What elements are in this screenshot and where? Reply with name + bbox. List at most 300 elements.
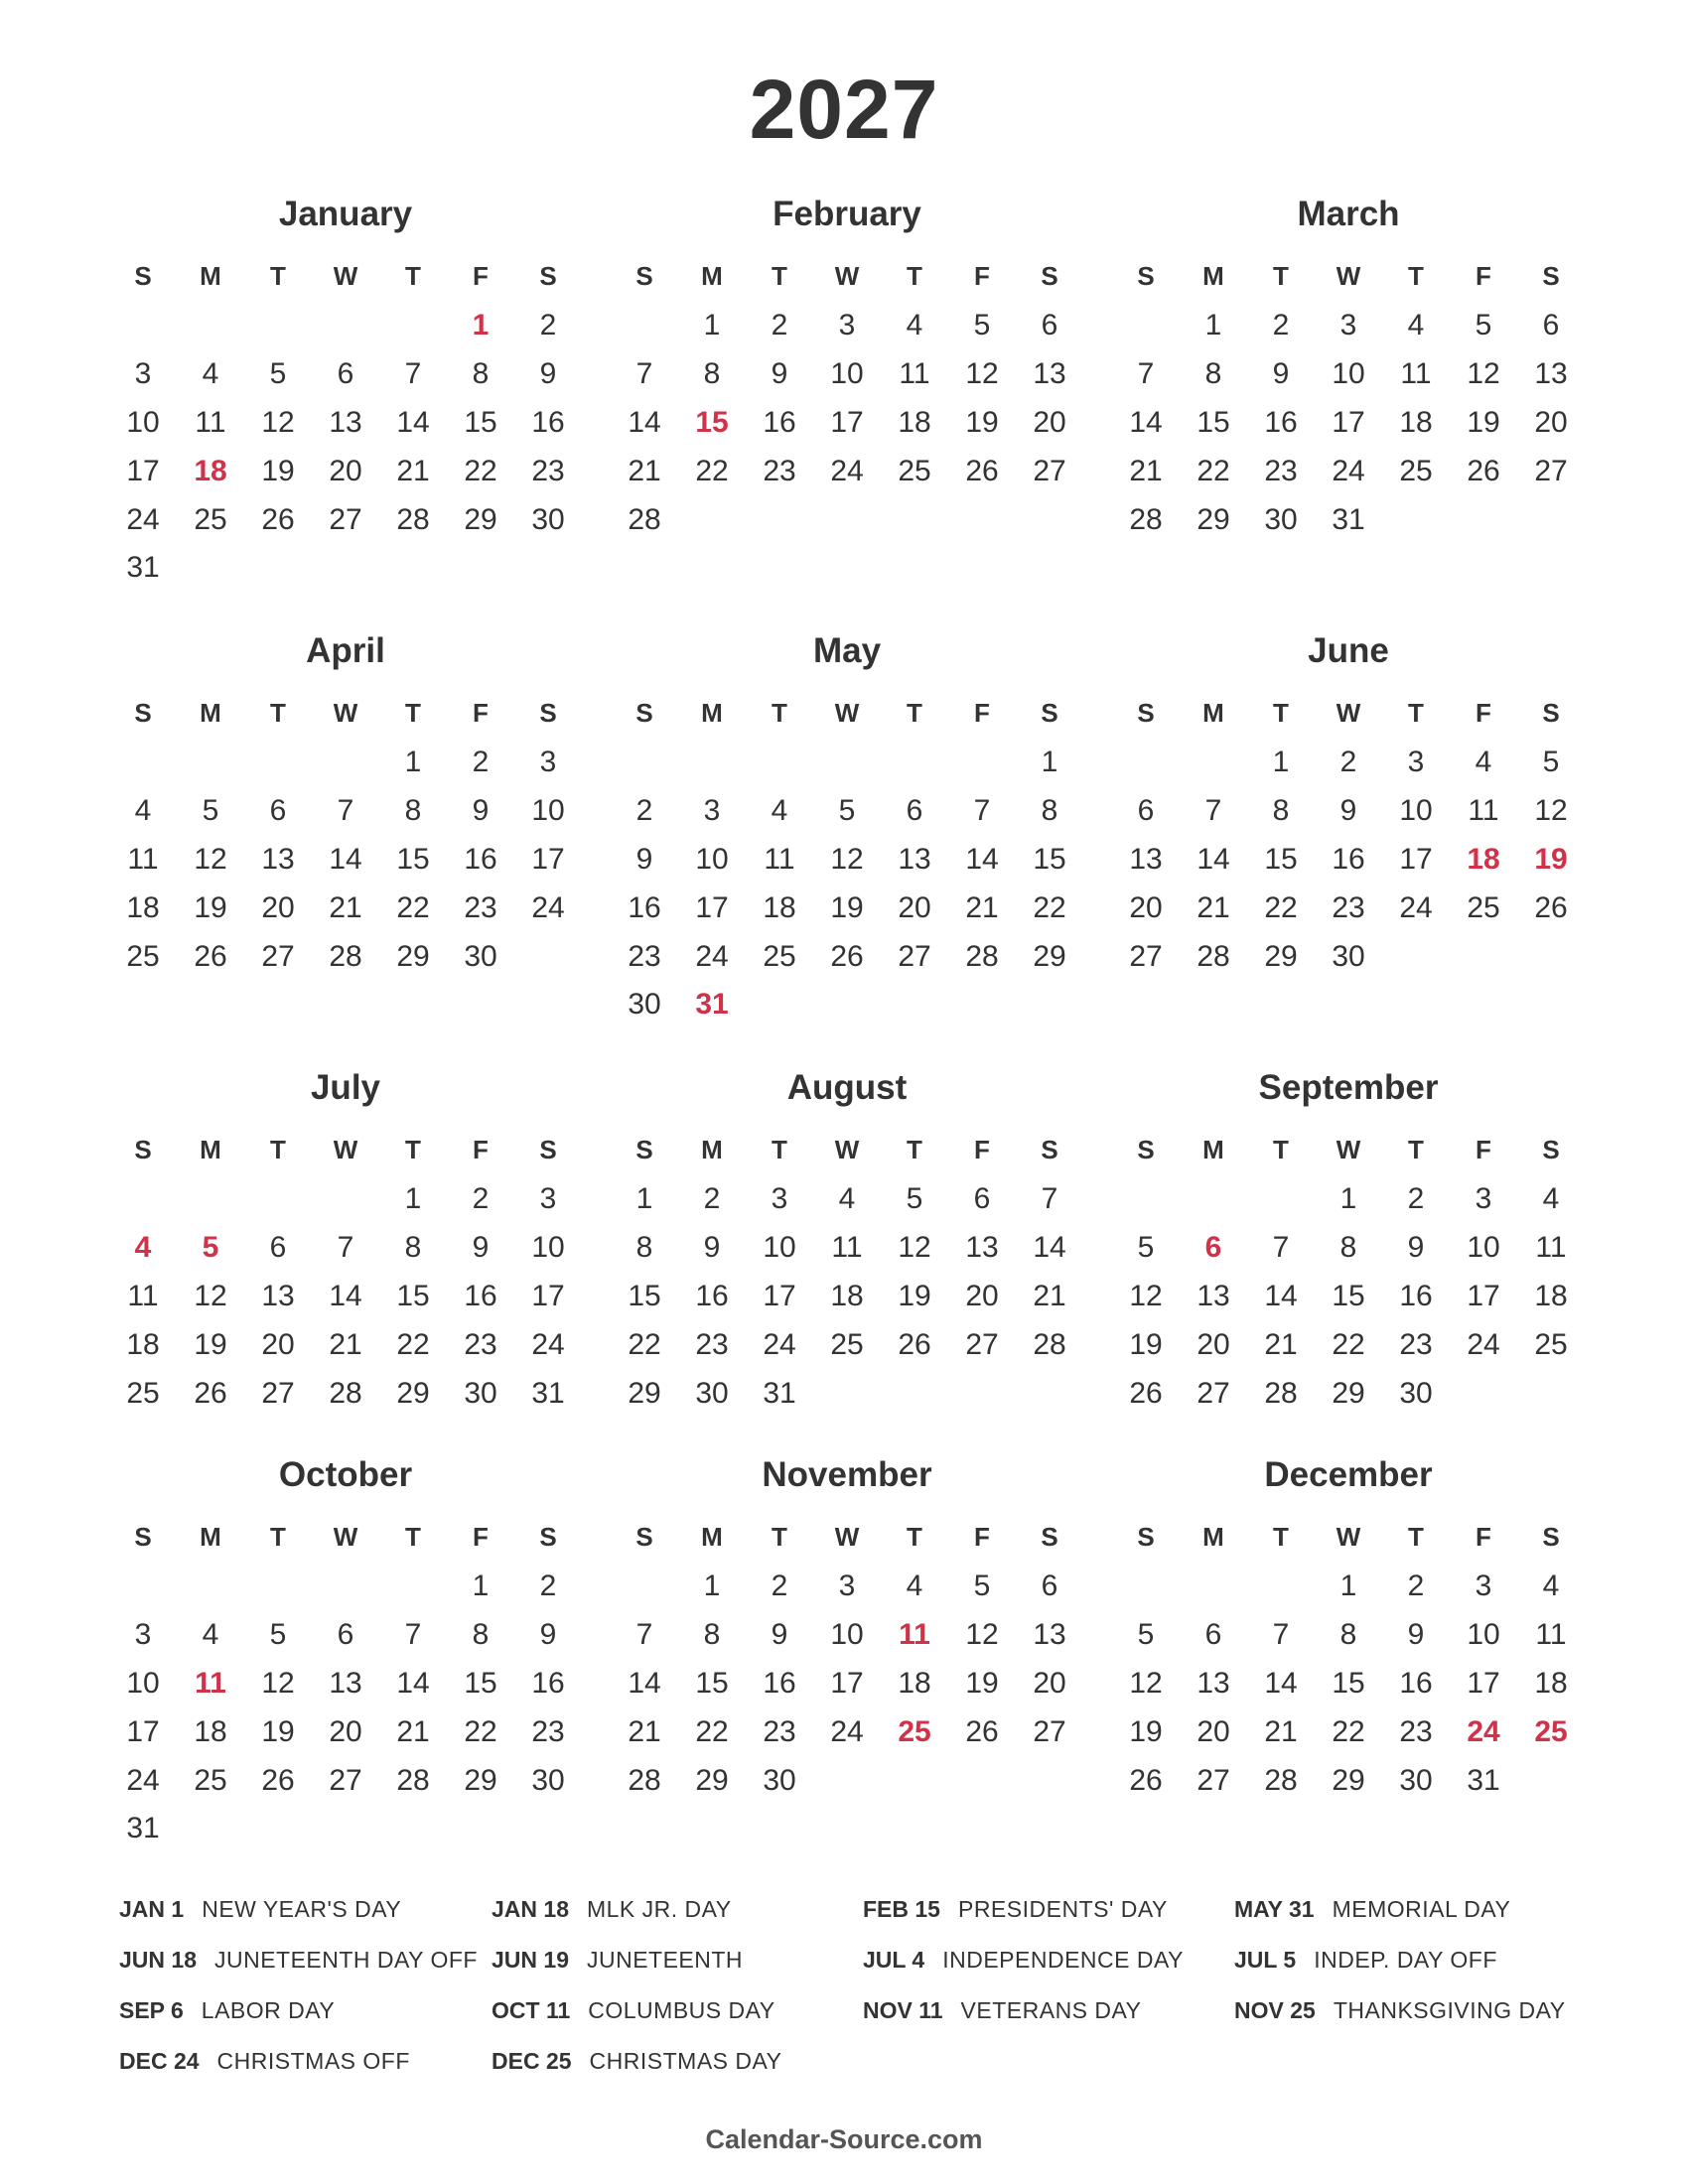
week-row <box>1112 447 1585 495</box>
day-cell: 5 <box>906 1182 923 1216</box>
week-row <box>611 1660 1083 1708</box>
day-cell: 12 <box>965 357 999 391</box>
day-cell: 22 <box>1196 454 1230 487</box>
day-cell: 5 <box>838 794 856 828</box>
day-cell: 12 <box>261 1666 295 1700</box>
day-cell: 18 <box>126 1327 160 1361</box>
day-cell: 11 <box>127 1279 159 1312</box>
day-cell: 30 <box>531 1763 565 1797</box>
day-cell: 23 <box>1399 1714 1433 1748</box>
day-cell: 6 <box>1041 309 1058 342</box>
week-row <box>109 836 582 885</box>
day-cell: 14 <box>1264 1279 1298 1312</box>
legend-date: NOV 25 <box>1234 1997 1316 2023</box>
day-cell: 4 <box>1475 746 1492 779</box>
day-cell: 24 <box>1332 454 1365 487</box>
month-title: November <box>762 1455 932 1494</box>
day-cell: 14 <box>1264 1666 1298 1700</box>
legend-item <box>863 1896 1234 1923</box>
day-cell: 10 <box>830 1618 864 1652</box>
day-cell: 15 <box>628 1279 661 1312</box>
day-cell: 17 <box>1467 1666 1500 1700</box>
legend-holiday-name: INDEPENDENCE DAY <box>942 1947 1184 1973</box>
day-cell: 25 <box>898 454 931 487</box>
day-cell: 20 <box>1033 405 1066 439</box>
day-cell: 27 <box>1033 454 1066 487</box>
day-cell: 22 <box>1033 890 1066 924</box>
week-row <box>109 1369 582 1418</box>
holiday-day-cell: 19 <box>1534 842 1568 876</box>
day-cell: 9 <box>703 1231 721 1265</box>
day-cell: 12 <box>1467 357 1500 391</box>
day-cell: 6 <box>906 794 923 828</box>
week-row <box>1112 495 1585 544</box>
legend-date: JAN 1 <box>119 1896 185 1922</box>
week-row <box>109 1756 582 1805</box>
day-cell: 5 <box>1475 309 1492 342</box>
weekday-header: S <box>539 260 557 291</box>
day-cell: 26 <box>1534 890 1568 924</box>
day-cell: 25 <box>194 502 227 536</box>
day-cell: 23 <box>1332 890 1365 924</box>
weekday-header: T <box>772 1134 787 1164</box>
day-cell: 17 <box>830 405 864 439</box>
weekday-header-row <box>109 250 582 302</box>
day-cell: 1 <box>703 1570 721 1603</box>
weekday-header: W <box>1336 1134 1361 1164</box>
day-cell: 23 <box>763 1714 796 1748</box>
day-cell: 10 <box>531 1231 565 1265</box>
week-row <box>109 350 582 399</box>
weekday-header: S <box>134 1521 152 1552</box>
day-cell: 5 <box>1542 746 1560 779</box>
weekday-header: M <box>701 1134 723 1164</box>
day-cell: 10 <box>1399 794 1433 828</box>
weekday-header-row <box>109 687 582 739</box>
day-cell: 10 <box>695 842 729 876</box>
day-cell: 20 <box>1129 890 1163 924</box>
weekday-header: M <box>701 1521 723 1552</box>
day-cell: 8 <box>1272 794 1290 828</box>
day-cell: 27 <box>1534 454 1568 487</box>
weekday-header: S <box>1041 1134 1058 1164</box>
day-cell: 13 <box>1033 357 1066 391</box>
month-may <box>611 625 1083 1029</box>
day-cell: 14 <box>329 1279 362 1312</box>
day-cell: 15 <box>396 1279 430 1312</box>
weekday-header-row <box>109 1511 582 1563</box>
week-row <box>611 1175 1083 1224</box>
weekday-header: F <box>473 260 489 291</box>
weekday-header: S <box>134 260 152 291</box>
day-cell: 8 <box>1204 357 1222 391</box>
day-cell: 26 <box>194 939 227 973</box>
day-cell: 31 <box>531 1376 565 1410</box>
day-cell: 1 <box>472 1570 490 1603</box>
day-cell: 23 <box>464 890 497 924</box>
day-cell: 15 <box>695 1666 729 1700</box>
week-row <box>109 1805 582 1853</box>
day-cell: 19 <box>194 1327 227 1361</box>
day-cell: 1 <box>404 746 422 779</box>
day-cell: 1 <box>1339 1570 1357 1603</box>
week-row <box>1112 1320 1585 1369</box>
day-cell: 7 <box>635 1618 653 1652</box>
week-row <box>611 447 1083 495</box>
day-cell: 20 <box>965 1279 999 1312</box>
weekday-header: S <box>539 697 557 728</box>
day-cell: 11 <box>1535 1231 1567 1265</box>
day-cell: 14 <box>1196 842 1230 876</box>
weekday-header: F <box>473 1521 489 1552</box>
day-cell: 29 <box>464 1763 497 1797</box>
day-cell: 21 <box>329 890 362 924</box>
month-april <box>109 625 582 981</box>
weekday-header: T <box>772 697 787 728</box>
day-cell: 27 <box>1196 1763 1230 1797</box>
day-cell: 23 <box>1399 1327 1433 1361</box>
day-cell: 19 <box>194 890 227 924</box>
day-cell: 6 <box>1137 794 1155 828</box>
day-cell: 14 <box>329 842 362 876</box>
legend-item <box>119 1896 492 1923</box>
day-cell: 21 <box>396 1714 430 1748</box>
day-cell: 11 <box>899 357 930 391</box>
day-cell: 21 <box>1196 890 1230 924</box>
weekday-header: S <box>539 1134 557 1164</box>
day-cell: 25 <box>1399 454 1433 487</box>
holiday-day-cell: 11 <box>195 1666 226 1700</box>
day-cell: 31 <box>1332 502 1365 536</box>
weekday-header: S <box>1542 1134 1560 1164</box>
weekday-header-row <box>1112 687 1585 739</box>
day-cell: 28 <box>965 939 999 973</box>
day-cell: 9 <box>1407 1231 1425 1265</box>
day-cell: 29 <box>396 939 430 973</box>
day-cell: 5 <box>973 309 991 342</box>
day-cell: 29 <box>1332 1763 1365 1797</box>
legend-holiday-name: VETERANS DAY <box>960 1997 1142 2023</box>
day-cell: 4 <box>1407 309 1425 342</box>
day-cell: 8 <box>404 1231 422 1265</box>
holiday-legend <box>119 1896 1589 2075</box>
day-cell: 8 <box>404 794 422 828</box>
day-cell: 12 <box>261 405 295 439</box>
day-cell: 21 <box>1129 454 1163 487</box>
day-cell: 24 <box>763 1327 796 1361</box>
day-cell: 1 <box>404 1182 422 1216</box>
day-cell: 27 <box>898 939 931 973</box>
weekday-header: M <box>200 697 221 728</box>
weekday-header: W <box>333 1521 358 1552</box>
holiday-day-cell: 31 <box>695 988 729 1022</box>
day-cell: 16 <box>628 890 661 924</box>
day-cell: 21 <box>1033 1279 1066 1312</box>
weekday-header: S <box>1041 260 1058 291</box>
month-december <box>1112 1449 1585 1805</box>
day-cell: 2 <box>1272 309 1290 342</box>
day-cell: 20 <box>1033 1666 1066 1700</box>
week-row <box>611 399 1083 448</box>
weekday-header: W <box>834 697 860 728</box>
legend-holiday-name: JUNETEENTH <box>586 1947 744 1973</box>
weekday-header: F <box>1476 697 1491 728</box>
weekday-header-row <box>1112 250 1585 302</box>
day-cell: 6 <box>269 794 287 828</box>
day-cell: 11 <box>1535 1618 1567 1652</box>
month-title: June <box>1308 631 1389 670</box>
day-cell: 5 <box>973 1570 991 1603</box>
month-title: December <box>1264 1455 1433 1494</box>
day-cell: 20 <box>261 1327 295 1361</box>
day-cell: 14 <box>965 842 999 876</box>
day-cell: 2 <box>771 309 788 342</box>
day-cell: 18 <box>1399 405 1433 439</box>
weekday-header-row <box>611 1124 1083 1175</box>
day-cell: 13 <box>329 1666 362 1700</box>
week-row <box>109 399 582 448</box>
legend-date: DEC 24 <box>119 2048 200 2074</box>
day-cell: 20 <box>1196 1714 1230 1748</box>
day-cell: 25 <box>1534 1327 1568 1361</box>
footer-brand: Calendar-Source.com <box>705 2124 983 2154</box>
day-cell: 20 <box>1196 1327 1230 1361</box>
day-cell: 10 <box>1467 1618 1500 1652</box>
day-cell: 7 <box>1272 1618 1290 1652</box>
weekday-header: S <box>1137 260 1155 291</box>
day-cell: 9 <box>1339 794 1357 828</box>
day-cell: 22 <box>695 1714 729 1748</box>
day-cell: 11 <box>127 842 159 876</box>
weekday-header: F <box>974 1134 990 1164</box>
day-cell: 18 <box>898 405 931 439</box>
day-cell: 13 <box>965 1231 999 1265</box>
weekday-header: M <box>200 1521 221 1552</box>
day-cell: 10 <box>126 1666 160 1700</box>
day-cell: 5 <box>1137 1231 1155 1265</box>
day-cell: 22 <box>464 1714 497 1748</box>
week-row <box>109 932 582 981</box>
week-row <box>611 495 1083 544</box>
month-title: August <box>786 1068 908 1107</box>
day-cell: 30 <box>464 1376 497 1410</box>
day-cell: 17 <box>695 890 729 924</box>
week-row <box>1112 350 1585 399</box>
day-cell: 8 <box>472 1618 490 1652</box>
weekday-header: T <box>270 260 286 291</box>
day-cell: 13 <box>1129 842 1163 876</box>
weekday-header: T <box>270 1134 286 1164</box>
week-row <box>1112 836 1585 885</box>
day-cell: 25 <box>763 939 796 973</box>
day-cell: 28 <box>1129 502 1163 536</box>
week-row <box>611 1273 1083 1321</box>
day-cell: 4 <box>906 1570 923 1603</box>
day-cell: 13 <box>1534 357 1568 391</box>
week-row <box>109 884 582 932</box>
day-cell: 15 <box>396 842 430 876</box>
week-row <box>109 1611 582 1660</box>
month-september <box>1112 1062 1585 1418</box>
week-row <box>1112 1707 1585 1756</box>
day-cell: 9 <box>472 794 490 828</box>
day-cell: 26 <box>965 454 999 487</box>
day-cell: 9 <box>539 1618 557 1652</box>
weekday-header: T <box>1273 1521 1289 1552</box>
page-title: 2027 <box>749 63 939 156</box>
day-cell: 28 <box>329 1376 362 1410</box>
day-cell: 12 <box>898 1231 931 1265</box>
day-cell: 14 <box>628 1666 661 1700</box>
week-row <box>109 1707 582 1756</box>
day-cell: 6 <box>337 1618 354 1652</box>
day-cell: 25 <box>1467 890 1500 924</box>
weekday-header: T <box>1273 697 1289 728</box>
legend-date: JUL 4 <box>863 1947 925 1973</box>
day-cell: 28 <box>1264 1763 1298 1797</box>
day-cell: 26 <box>898 1327 931 1361</box>
weekday-header: T <box>1408 260 1424 291</box>
day-cell: 6 <box>337 357 354 391</box>
day-cell: 19 <box>1467 405 1500 439</box>
weekday-header: T <box>907 260 922 291</box>
day-cell: 27 <box>1033 1714 1066 1748</box>
month-march <box>1112 189 1585 544</box>
week-row <box>109 1660 582 1708</box>
weekday-header: W <box>834 260 860 291</box>
day-cell: 13 <box>261 842 295 876</box>
week-row <box>1112 1660 1585 1708</box>
day-cell: 22 <box>396 890 430 924</box>
day-cell: 28 <box>329 939 362 973</box>
day-cell: 24 <box>126 1763 160 1797</box>
weekday-header-row <box>611 1511 1083 1563</box>
weekday-header: F <box>473 697 489 728</box>
day-cell: 9 <box>1407 1618 1425 1652</box>
weekday-header: S <box>1041 697 1058 728</box>
weekday-header: T <box>405 1134 421 1164</box>
day-cell: 17 <box>126 454 160 487</box>
day-cell: 29 <box>1264 939 1298 973</box>
weekday-header: S <box>1041 1521 1058 1552</box>
holiday-day-cell: 15 <box>695 405 729 439</box>
week-row <box>109 544 582 593</box>
holiday-day-cell: 1 <box>472 309 490 342</box>
week-row <box>611 1320 1083 1369</box>
legend-holiday-name: MLK JR. DAY <box>586 1896 732 1922</box>
weekday-header: M <box>200 260 221 291</box>
weekday-header: T <box>270 697 286 728</box>
holiday-day-cell: 11 <box>899 1618 930 1652</box>
legend-holiday-name: JUNETEENTH DAY OFF <box>213 1947 478 1973</box>
day-cell: 15 <box>1196 405 1230 439</box>
day-cell: 4 <box>838 1182 856 1216</box>
weekday-header: T <box>1273 260 1289 291</box>
weekday-header: T <box>1408 1134 1424 1164</box>
weekday-header: T <box>772 260 787 291</box>
day-cell: 23 <box>1264 454 1298 487</box>
day-cell: 3 <box>1475 1182 1492 1216</box>
day-cell: 7 <box>1272 1231 1290 1265</box>
weekday-header: S <box>1137 697 1155 728</box>
month-title: March <box>1297 195 1400 233</box>
weekday-header: T <box>405 260 421 291</box>
legend-holiday-name: CHRISTMAS DAY <box>589 2048 782 2074</box>
weekday-header: S <box>1542 1521 1560 1552</box>
day-cell: 2 <box>472 1182 490 1216</box>
legend-item <box>119 2048 492 2075</box>
week-row <box>1112 1756 1585 1805</box>
day-cell: 24 <box>126 502 160 536</box>
day-cell: 30 <box>464 939 497 973</box>
day-cell: 17 <box>531 842 565 876</box>
day-cell: 13 <box>1196 1279 1230 1312</box>
weekday-header: S <box>539 1521 557 1552</box>
day-cell: 22 <box>695 454 729 487</box>
weekday-header: T <box>405 697 421 728</box>
day-cell: 1 <box>1339 1182 1357 1216</box>
day-cell: 11 <box>195 405 226 439</box>
weekday-header: T <box>405 1521 421 1552</box>
weekday-header: W <box>834 1134 860 1164</box>
day-cell: 24 <box>1467 1327 1500 1361</box>
week-row <box>1112 787 1585 836</box>
holiday-day-cell: 4 <box>134 1231 152 1265</box>
day-cell: 12 <box>1129 1279 1163 1312</box>
day-cell: 29 <box>695 1763 729 1797</box>
day-cell: 29 <box>396 1376 430 1410</box>
week-row <box>109 302 582 350</box>
day-cell: 3 <box>703 794 721 828</box>
week-row <box>611 1563 1083 1611</box>
weekday-header: W <box>1336 697 1361 728</box>
month-title: February <box>773 195 921 233</box>
day-cell: 9 <box>771 357 788 391</box>
day-cell: 4 <box>906 309 923 342</box>
day-cell: 15 <box>1264 842 1298 876</box>
day-cell: 15 <box>1332 1666 1365 1700</box>
day-cell: 22 <box>464 454 497 487</box>
day-cell: 6 <box>1041 1570 1058 1603</box>
weekday-header: T <box>270 1521 286 1552</box>
day-cell: 18 <box>194 1714 227 1748</box>
weekday-header: S <box>1542 697 1560 728</box>
day-cell: 18 <box>126 890 160 924</box>
holiday-day-cell: 18 <box>1467 842 1500 876</box>
weekday-header-row <box>1112 1511 1585 1563</box>
day-cell: 26 <box>965 1714 999 1748</box>
day-cell: 21 <box>965 890 999 924</box>
day-cell: 10 <box>763 1231 796 1265</box>
day-cell: 24 <box>830 454 864 487</box>
legend-holiday-name: THANKSGIVING DAY <box>1333 1997 1566 2023</box>
day-cell: 18 <box>830 1279 864 1312</box>
month-august <box>611 1062 1083 1418</box>
weekday-header: M <box>1202 260 1224 291</box>
day-cell: 9 <box>472 1231 490 1265</box>
day-cell: 21 <box>628 454 661 487</box>
weekday-header: T <box>907 1521 922 1552</box>
weekday-header: W <box>834 1521 860 1552</box>
weekday-header-row <box>109 1124 582 1175</box>
weekday-header: S <box>134 697 152 728</box>
day-cell: 1 <box>703 309 721 342</box>
week-row <box>611 787 1083 836</box>
week-row <box>1112 302 1585 350</box>
day-cell: 20 <box>329 454 362 487</box>
day-cell: 9 <box>635 842 653 876</box>
weekday-header: S <box>635 1134 653 1164</box>
